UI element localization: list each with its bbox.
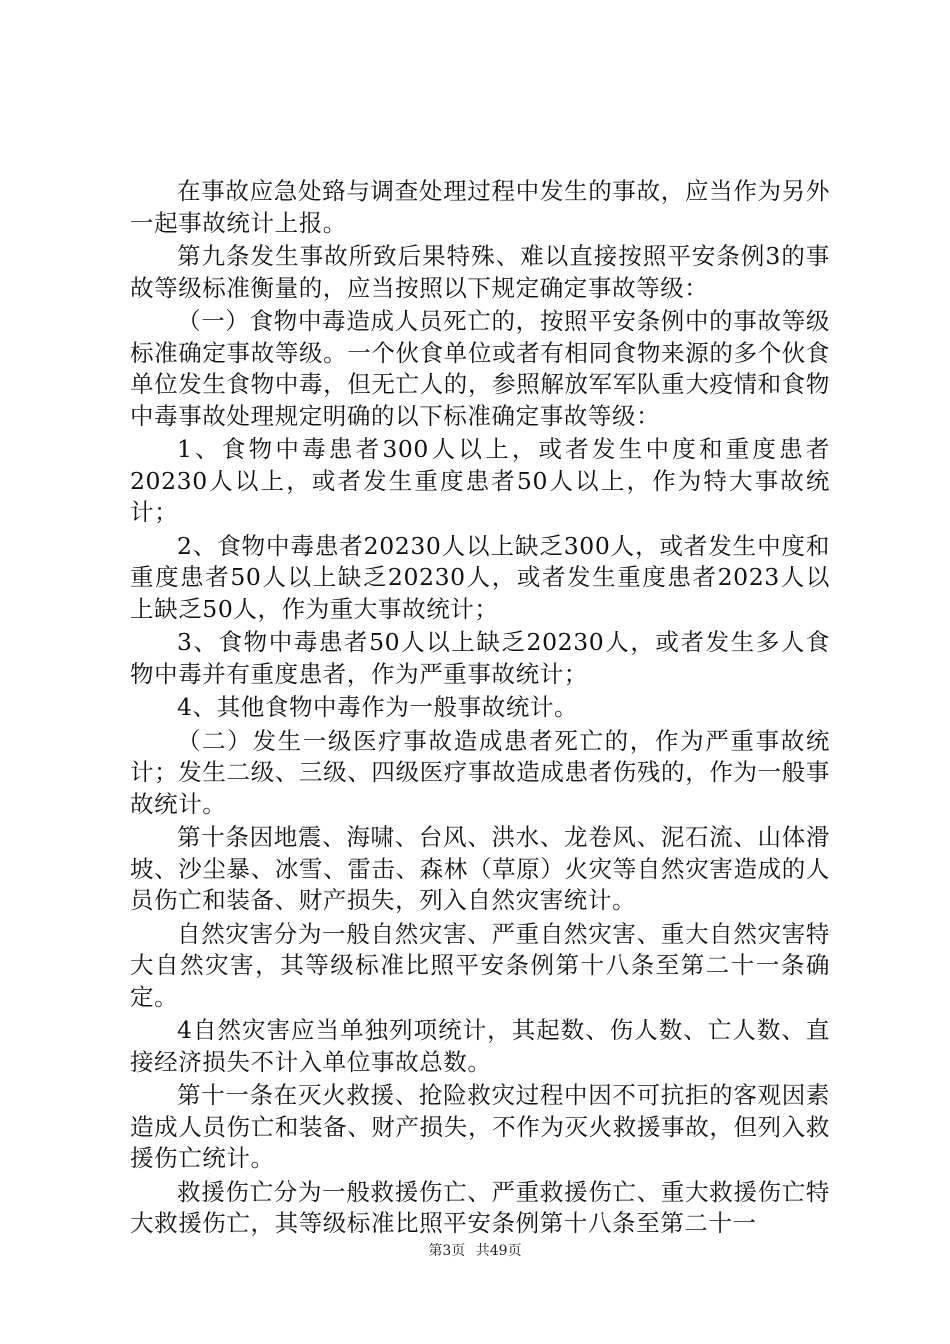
paragraph: 在事故应急处臵与调查处理过程中发生的事故，应当作为另外一起事故统计上报。 (130, 177, 830, 237)
page-footer (0, 1240, 950, 1260)
paragraph: 4、其他食物中毒作为一般事故统计。 (177, 693, 579, 721)
page-total: 共49页 (475, 1243, 522, 1259)
paragraph: 第九条发生事故所致后果特殊、难以直接按照平安条例3的事故等级标准衡量的，应当按照以下规定确定事故等级： (130, 242, 830, 302)
paragraph: 4自然灾害应当单独列项统计，其起数、伤人数、亡人数、直接经济损失不计入单位事故总数。 (130, 1016, 830, 1076)
page-number: 第3页 (428, 1243, 466, 1259)
paragraph: 2、食物中毒患者20230人以上缺乏300人，或者发生中度和重度患者50人以上缺乏20230人，或者发生重度患者2023人以上缺乏50人，作为重大事故统计； (130, 531, 830, 623)
document-body (130, 176, 830, 1242)
paragraph: 自然灾害分为一般自然灾害、严重自然灾害、重大自然灾害特大自然灾害，其等级标准比照平安条例第十八条至第二十一条确定。 (130, 919, 830, 1011)
paragraph: （一）食物中毒造成人员死亡的，按照平安条例中的事故等级标准确定事故等级。一个伙食单位或者有相同食物来源的多个伙食单位发生食物中毒，但无亡人的，参照解放军军队重大疫情和食物中毒事故处理规定明确的以下标准确定事故等级： (130, 307, 830, 430)
paragraph: 救援伤亡分为一般救援伤亡、严重救援伤亡、重大救援伤亡特大救援伤亡，其等级标准比照平安条例第十八条至第二十一 (130, 1177, 830, 1237)
paragraph: 3、食物中毒患者50人以上缺乏20230人，或者发生多人食物中毒并有重度患者，作为严重事故统计； (130, 628, 830, 688)
paragraph: 1、食物中毒患者300人以上，或者发生中度和重度患者20230人以上，或者发生重度患者50人以上，作为特大事故统计； (130, 435, 830, 526)
paragraph: （二）发生一级医疗事故造成患者死亡的，作为严重事故统计；发生二级、三级、四级医疗事故造成患者伤残的，作为一般事故统计。 (130, 726, 830, 818)
paragraph: 第十一条在灭火救援、抢险救灾过程中因不可抗拒的客观因素造成人员伤亡和装备、财产损失，不作为灭火救援事故，但列入救援伤亡统计。 (130, 1081, 830, 1172)
paragraph: 第十条因地震、海啸、台风、洪水、龙卷风、泥石流、山体滑坡、沙尘暴、冰雪、雷击、森林（草原）火灾等自然灾害造成的人员伤亡和装备、财产损失，列入自然灾害统计。 (130, 823, 830, 914)
